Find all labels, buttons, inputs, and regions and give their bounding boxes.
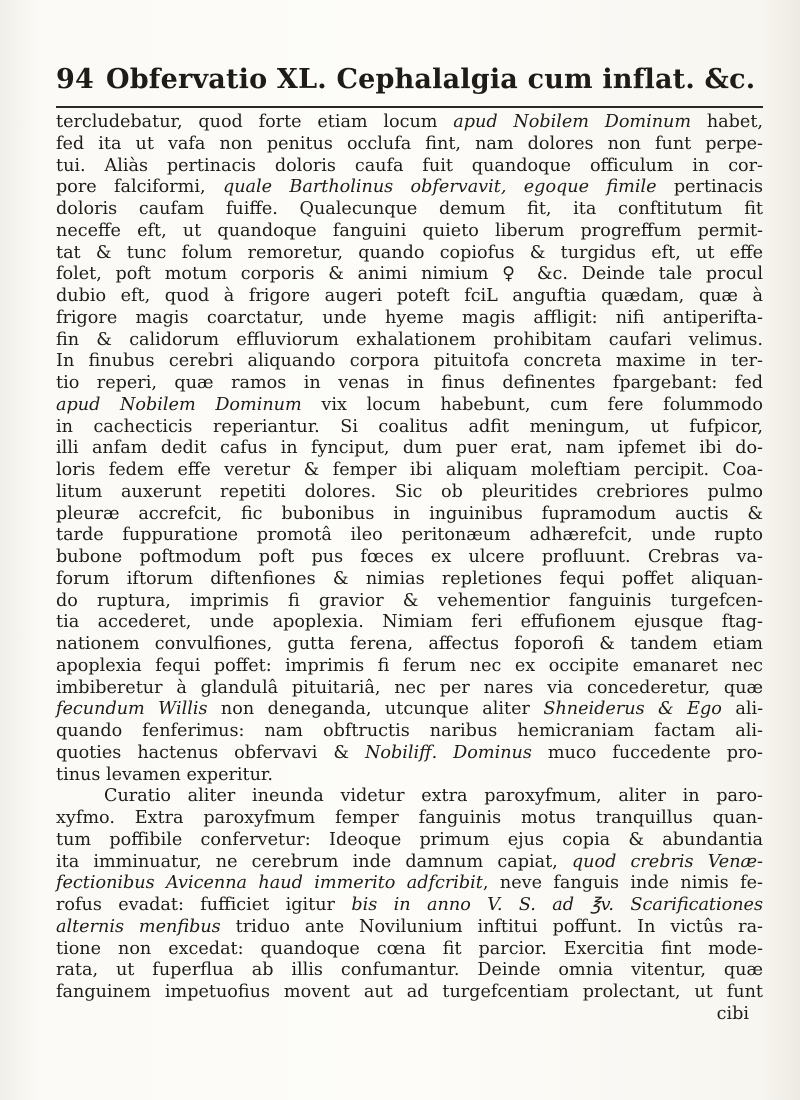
text-span: rofus evadat: fufficiet igitur [56,895,352,915]
text-span: ita imminuatur, ne cerebrum inde damnum capiat, [56,851,572,872]
italic-span: bis in anno V. S. ad ℥v. Scarificationes [351,895,763,915]
text-line [56,112,763,134]
text-span: xyfmo. Extra paroxyfmum femper fanguinis motus tranquillus quan- [56,808,763,828]
text-line [56,395,763,417]
text-span: , neve fanguis inde nimis fe- [482,873,763,894]
text-line [56,351,763,373]
text-span: dubio eft, quod à frigore augeri poteft fciL anguftia quædam, quæ à [56,286,763,306]
text-span: fanguinem impetuofius movent aut ad turgefcentiam prolectant, ut funt [56,982,763,1002]
text-span: nationem convulfiones, gutta ferena, affectus foporofi & tandem etiam [56,634,763,654]
text-span: quando fenferimus: nam obftructis naribus hemicraniam factam ali- [56,721,763,741]
text-span: tione non excedat: quandoque cœna fit parcior. Exercitia fint mode- [56,938,763,959]
text-line [56,156,763,178]
text-line [56,134,763,156]
italic-span: Nobiliff. Dominus [365,742,532,763]
text-line [56,982,763,1004]
text-line [56,678,763,700]
text-line [56,417,763,439]
italic-span: quale Bartholinus obfervavit, egoque fimile [222,177,657,198]
text-line [56,330,763,352]
italic-span: alternis menfibus [56,916,221,937]
text-line [56,504,763,526]
text-line [56,939,763,961]
text-line [56,460,763,482]
text-line [56,547,763,569]
text-line [56,177,763,199]
text-span: pore falciformi, [56,177,223,198]
text-span: neceffe eft, ut quandoque fanguini quieto liberum progreffum permit- [56,220,763,241]
text-line [56,199,763,221]
text-line [56,873,763,895]
text-span: tum poffibile confervetur: Ideoque primum ejus copia & abundantia [56,829,763,850]
text-span: ali- [721,699,764,720]
text-line [56,438,763,460]
text-line [56,917,763,939]
text-span: doloris caufam fuiffe. Qualecunque demum fit, ita conftitutum fit [56,199,763,219]
italic-span: apud Nobilem Dominum [453,112,692,132]
text-line [56,612,763,634]
text-line [56,308,763,330]
text-span: tercludebatur, quod forte etiam locum [56,112,454,132]
text-span: tinus levamen experitur. [56,764,273,785]
body-text [56,112,763,1026]
text-span: apoplexia fequi poffet: imprimis fi ferum nec ex occipite emanaret nec [56,655,763,676]
text-line [56,830,763,852]
text-span: habet, [691,112,763,132]
text-line [56,743,763,765]
text-line [56,482,763,504]
text-line [56,721,763,743]
page-number: 94 [56,64,94,95]
text-line [56,373,763,395]
text-line [56,852,763,874]
italic-span: apud Nobilem Dominum [56,394,302,415]
text-span: in cachecticis reperiantur. Si coalitus adfit meningum, ut fufpicor, [56,416,763,437]
text-span: tio reperi, quæ ramos in venas in finus definentes fpargebant: fed [56,373,763,393]
italic-span: fectionibus Avicenna haud immerito adfcribit [56,873,483,894]
text-line [56,591,763,613]
text-span: fed ita ut vafa non penitus occlufa fint, nam dolores non funt perpe- [56,133,763,154]
text-line [56,808,763,830]
text-span: bubone poftmodum poft pus fœces ex ulcere profluunt. Crebras va- [56,547,763,567]
running-header [56,64,776,104]
text-line [56,221,763,243]
text-line [56,765,763,787]
text-line [56,264,763,286]
text-line [56,699,763,721]
italic-span: quod crebris Venæ- [571,851,764,872]
text-span: quoties hactenus obfervavi & [56,742,365,763]
text-span: litum auxerunt repetiti dolores. Sic ob pleuritides crebriores pulmo [56,481,763,502]
text-line [56,525,763,547]
text-span: forum iftorum diftenfiones & nimias repletiones fequi poffet aliquan- [56,568,763,589]
text-line [56,243,763,265]
text-line [56,786,763,808]
italic-span: fecundum Willis [56,699,208,720]
catchword [56,1004,763,1026]
text-span: frigore magis coarctatur, unde hyeme magis affligit: nifi antiperifta- [56,307,763,328]
text-span: do ruptura, imprimis fi gravior & vehementior fanguinis turgefcen- [56,590,763,611]
text-span: In finubus cerebri aliquando corpora pituitofa concreta maxime in ter- [56,351,763,372]
text-line [56,960,763,982]
text-span: vix locum habebunt, cum fere folummodo [301,394,763,415]
text-line [56,656,763,678]
text-span: pertinacis [656,177,763,198]
text-span: tia accederet, unde apoplexia. Nimiam feri effufionem ejusque ftag- [56,612,763,633]
running-title: Obfervatio XL. Cephalalgia cum inflat. &c. [105,64,756,95]
text-span: imbiberetur à glandulâ pituitariâ, nec per nares via concederetur, quæ [56,677,763,698]
text-line [56,634,763,656]
text-span: cibi [716,1003,749,1024]
text-line [56,895,763,917]
text-span: rata, ut fuperflua ab illis confumantur. Deinde omnia vitentur, quæ [56,960,763,981]
text-span: folet, poft motum corporis & animi nimium ♀ &c. Deinde tale procul [56,264,763,285]
italic-span: Shneiderus & Ego [543,699,722,720]
text-span: illi anfam dedit cafus in fynciput, dum puer erat, nam ipfemet ibi do- [56,438,763,459]
text-span: muco fuccedente pro- [531,742,763,763]
text-span: fin & calidorum effluviorum exhalationem prohibitam caufari velimus. [56,329,763,350]
text-span: tui. Aliàs pertinacis doloris caufa fuit quandoque officulum in cor- [56,155,763,176]
text-span: tat & tunc folum remoretur, quando copiofus & turgidus eft, ut effe [56,242,763,263]
header-rule [56,106,763,108]
text-line [56,569,763,591]
text-span: tarde fuppuratione promotâ ileo peritonæum adhærefcit, unde rupto [56,525,763,546]
text-span: loris fedem effe veretur & femper ibi aliquam moleftiam percipit. Coa- [56,460,763,480]
text-line [56,286,763,308]
text-span: triduo ante Novilunium inftitui poffunt. In victûs ra- [220,916,763,937]
text-span: pleuræ accrefcit, fic bubonibus in inguinibus fupramodum auctis & [56,503,763,524]
text-span: non deneganda, utcunque aliter [207,699,544,720]
text-span: Curatio aliter ineunda videtur extra paroxyfmum, aliter in paro- [104,786,763,807]
